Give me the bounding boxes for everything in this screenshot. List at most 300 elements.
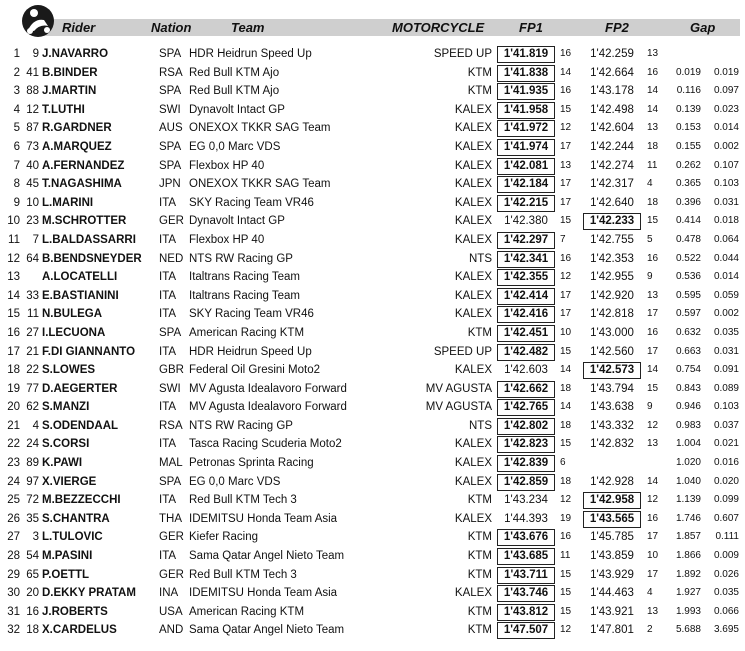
gap-to-first: 0.153 [675, 122, 701, 134]
fp2-laps: 13 [647, 605, 659, 617]
team-name: Dynavolt Intact GP [189, 215, 285, 228]
motorcycle-make: KALEX [454, 122, 492, 135]
fp1-laps: 14 [560, 364, 572, 376]
fp1-time: 1'42.802 [497, 418, 555, 435]
rider-name: X.CARDELUS [42, 624, 117, 637]
table-row [0, 119, 745, 138]
nation-code: USA [159, 605, 183, 618]
fp2-time: 1'42.560 [590, 345, 634, 358]
gap-to-first: 1.857 [675, 531, 701, 543]
gap-to-first: 0.522 [675, 252, 701, 264]
row-position: 15 [7, 308, 20, 321]
fp2-time: 1'42.920 [590, 289, 634, 302]
fp1-time: 1'42.603 [504, 364, 548, 377]
fp1-time: 1'42.184 [497, 176, 555, 193]
fp2-time: 1'42.259 [590, 48, 634, 60]
table-row [0, 621, 745, 640]
team-name: ONEXOX TKKR SAG Team [189, 122, 331, 135]
rider-number: 54 [26, 550, 39, 563]
table-row [0, 510, 745, 529]
motorcycle-make: KTM [467, 531, 492, 544]
fp1-laps: 11 [560, 550, 571, 562]
gap-to-first: 1.040 [675, 475, 701, 487]
fp2-time: 1'43.794 [590, 382, 634, 395]
header-nation: Nation [151, 20, 192, 35]
row-position: 13 [7, 271, 20, 284]
rider-number: 7 [32, 233, 39, 246]
team-name: EG 0,0 Marc VDS [189, 475, 281, 488]
gap-to-first: 0.262 [675, 159, 701, 171]
rider-name: F.DI GIANNANTO [42, 345, 136, 358]
fp2-time: 1'42.317 [590, 178, 634, 191]
row-position: 2 [13, 66, 20, 79]
fp1-laps: 12 [560, 624, 572, 636]
fp1-time: 1'42.859 [497, 474, 555, 491]
table-row [0, 343, 745, 362]
fp2-time: 1'42.274 [590, 159, 634, 172]
rider-number: 97 [26, 475, 39, 488]
rider-number: 40 [26, 159, 39, 172]
fp2-time: 1'42.353 [590, 252, 634, 265]
rider-number: 72 [26, 494, 39, 507]
rider-number: 18 [26, 624, 39, 637]
fp1-time: 1'43.676 [497, 529, 555, 546]
gap-to-previous: 0.103 [713, 178, 739, 190]
motorcycle-make: KALEX [454, 512, 492, 525]
row-position: 31 [7, 605, 20, 618]
row-position: 12 [7, 252, 20, 265]
table-row [0, 528, 745, 547]
row-position: 3 [13, 85, 20, 98]
table-row [0, 45, 745, 64]
rider-number: 64 [26, 252, 39, 265]
fp2-laps: 5 [647, 233, 653, 245]
gap-to-first [665, 45, 701, 64]
gap-to-first: 0.396 [675, 196, 701, 208]
fp1-laps: 16 [560, 48, 572, 59]
row-position: 24 [7, 475, 20, 488]
rider-number: 33 [26, 289, 39, 302]
rider-number: 4 [32, 419, 39, 432]
fp2-time [583, 454, 641, 473]
gap-to-first: 0.663 [675, 345, 701, 357]
motorcycle-make: KTM [467, 326, 492, 339]
nation-code: ITA [159, 345, 177, 358]
fp1-laps: 18 [560, 475, 572, 487]
rider-number: 12 [26, 103, 39, 116]
gap-to-first: 0.365 [675, 178, 701, 190]
fp2-time: 1'42.958 [583, 492, 641, 509]
motorcycle-make: KALEX [454, 457, 492, 470]
team-name: Petronas Sprinta Racing [189, 457, 314, 470]
team-name: NTS RW Racing GP [189, 419, 293, 432]
rider-number [22, 268, 39, 287]
row-position: 27 [7, 531, 20, 544]
gap-to-previous: 0.066 [713, 605, 739, 617]
row-position: 26 [7, 512, 20, 525]
rider-name: P.OETTL [42, 568, 90, 581]
fp2-laps: 13 [647, 48, 659, 59]
row-position: 17 [7, 345, 20, 358]
header-gap: Gap [690, 20, 716, 35]
gap-to-previous: 0.009 [713, 550, 739, 562]
header-team: Team [231, 20, 265, 35]
team-name: EG 0,0 Marc VDS [189, 140, 281, 153]
fp2-time: 1'42.573 [583, 362, 641, 379]
nation-code: SPA [159, 48, 182, 60]
row-position: 11 [8, 233, 20, 246]
gap-to-previous: 0.014 [713, 271, 739, 283]
fp1-time: 1'43.234 [504, 494, 548, 507]
row-position: 29 [7, 568, 20, 581]
rider-name: B.BINDER [42, 66, 98, 79]
gap-to-first: 0.536 [675, 271, 701, 283]
table-row [0, 268, 745, 287]
fp2-time: 1'42.755 [590, 233, 634, 246]
motorcycle-make: SPEED UP [433, 345, 492, 358]
fp1-laps: 14 [560, 401, 572, 413]
table-row [0, 584, 745, 603]
table-row [0, 361, 745, 380]
table-row [0, 566, 745, 585]
rider-number: 65 [26, 568, 39, 581]
fp1-time: 1'42.416 [497, 306, 555, 323]
rider-number: 16 [26, 605, 39, 618]
gap-to-previous: 0.607 [713, 512, 739, 524]
table-row [0, 212, 745, 231]
fp2-time: 1'43.332 [590, 419, 634, 432]
nation-code: GER [159, 568, 184, 581]
fp1-laps: 12 [560, 494, 572, 506]
gap-to-first: 0.843 [675, 382, 701, 394]
nation-code: AUS [159, 122, 183, 135]
fp1-time: 1'44.393 [504, 512, 548, 525]
rider-name: K.PAWI [42, 457, 83, 470]
fp2-laps: 18 [647, 196, 659, 208]
fp2-laps: 12 [647, 419, 659, 431]
header-rider: Rider [62, 20, 96, 35]
motorcycle-make: KTM [467, 624, 492, 637]
gap-to-first: 1.020 [675, 457, 701, 469]
fp2-laps: 4 [647, 178, 653, 190]
rider-number: 9 [32, 48, 39, 60]
rider-name: A.MARQUEZ [42, 140, 112, 153]
table-row [0, 175, 745, 194]
row-position: 4 [13, 103, 20, 116]
fp1-laps: 12 [560, 271, 572, 283]
rider-name: X.VIERGE [42, 475, 97, 488]
gap-to-first: 1.993 [675, 605, 701, 617]
fp2-time: 1'43.565 [583, 511, 641, 528]
fp1-time: 1'41.972 [497, 120, 555, 137]
team-name: Red Bull KTM Ajo [189, 85, 280, 98]
table-row [0, 231, 745, 250]
rider-name: J.ROBERTS [42, 605, 108, 618]
nation-code: THA [159, 512, 182, 525]
team-name: Sama Qatar Angel Nieto Team [189, 550, 345, 563]
nation-code: ITA [159, 289, 177, 302]
row-position: 5 [13, 122, 20, 135]
fp2-laps: 13 [647, 438, 659, 450]
rider-number: 62 [26, 401, 39, 414]
nation-code: ITA [159, 271, 177, 284]
fp2-time: 1'42.664 [590, 66, 634, 79]
fp2-laps: 9 [647, 271, 653, 283]
rider-name: A.LOCATELLI [42, 271, 118, 284]
rider-name: M.PASINI [42, 550, 93, 563]
motorcycle-make: KALEX [454, 196, 492, 209]
table-row [0, 250, 745, 269]
fp1-time: 1'41.838 [497, 65, 555, 82]
motorcycle-make: KTM [467, 605, 492, 618]
nation-code: AND [159, 624, 184, 637]
row-position: 9 [13, 196, 20, 209]
team-name: Red Bull KTM Tech 3 [189, 494, 297, 507]
nation-code: ITA [159, 438, 177, 451]
motorcycle-make: KALEX [454, 271, 492, 284]
fp1-laps: 17 [560, 196, 572, 208]
fp2-time: 1'43.638 [590, 401, 634, 414]
rider-name: J.NAVARRO [42, 48, 109, 60]
rider-number: 45 [26, 178, 39, 191]
fp2-laps: 13 [647, 289, 659, 301]
fp1-laps: 6 [560, 457, 566, 469]
rider-name: N.BULEGA [42, 308, 103, 321]
nation-code: GER [159, 531, 184, 544]
fp2-laps: 9 [647, 401, 653, 413]
fp1-laps: 17 [560, 289, 572, 301]
fp2-time: 1'43.178 [590, 85, 634, 98]
team-name: Red Bull KTM Tech 3 [189, 568, 297, 581]
table-row [0, 491, 745, 510]
fp2-time: 1'42.244 [590, 140, 634, 153]
fp2-laps: 14 [647, 85, 659, 97]
rider-number: 11 [27, 308, 39, 321]
table-row [0, 138, 745, 157]
fp2-laps: 17 [647, 308, 659, 320]
row-position: 30 [7, 587, 20, 600]
rider-name: S.MANZI [42, 401, 90, 414]
nation-code: GBR [159, 364, 184, 377]
rider-name: S.ODENDAAL [42, 419, 119, 432]
rider-number: 24 [26, 438, 39, 451]
gap-to-first: 0.983 [675, 419, 701, 431]
gap-to-first: 0.116 [676, 85, 701, 97]
rider-name: L.BALDASSARRI [42, 233, 136, 246]
fp1-time: 1'42.297 [497, 232, 555, 249]
fp2-laps: 14 [647, 103, 659, 115]
fp1-laps: 7 [560, 233, 566, 245]
rider-name: E.BASTIANINI [42, 289, 119, 302]
nation-code: RSA [159, 66, 183, 79]
team-name: SKY Racing Team VR46 [189, 196, 314, 209]
rider-number: 10 [26, 196, 39, 209]
gap-to-previous [703, 45, 739, 64]
team-name: American Racing KTM [189, 605, 305, 618]
nation-code: JPN [159, 178, 181, 191]
motorcycle-make: MV AGUSTA [425, 382, 492, 395]
fp1-time: 1'41.974 [497, 139, 555, 156]
team-name: Kiefer Racing [189, 531, 259, 544]
rider-number: 89 [26, 457, 39, 470]
fp1-time: 1'42.380 [504, 215, 548, 228]
gap-to-previous: 0.014 [713, 122, 739, 134]
fp1-laps: 15 [560, 605, 572, 617]
row-position: 21 [7, 419, 20, 432]
gap-to-first: 0.597 [675, 308, 701, 320]
nation-code: SPA [159, 140, 182, 153]
gap-to-previous: 0.035 [713, 587, 739, 599]
fp2-time: 1'42.233 [583, 213, 641, 230]
rider-name: B.BENDSNEYDER [42, 252, 142, 265]
fp2-time: 1'42.955 [590, 271, 634, 284]
motorcycle-make: KALEX [454, 289, 492, 302]
fp2-laps: 16 [647, 66, 659, 78]
gap-to-first: 0.595 [675, 289, 701, 301]
rider-name: J.MARTIN [42, 85, 97, 98]
rider-number: 27 [26, 326, 39, 339]
team-name: MV Agusta Idealavoro Forward [189, 401, 347, 414]
nation-code: MAL [159, 457, 183, 470]
fp2-laps: 13 [647, 122, 659, 134]
table-row [0, 82, 745, 101]
team-name: NTS RW Racing GP [189, 252, 293, 265]
fp2-laps: 17 [647, 345, 659, 357]
fp1-time: 1'42.823 [497, 436, 555, 453]
team-name: Sama Qatar Angel Nieto Team [189, 624, 345, 637]
nation-code: GER [159, 215, 184, 228]
fp1-time: 1'41.819 [497, 46, 555, 63]
row-position: 28 [7, 550, 20, 563]
motorcycle-make: KALEX [454, 215, 492, 228]
rider-name: I.LECUONA [42, 326, 106, 339]
rider-name: S.CHANTRA [42, 512, 110, 525]
rider-number: 73 [26, 140, 39, 153]
rider-number: 3 [32, 531, 39, 544]
rider-name: M.SCHROTTER [42, 215, 127, 228]
team-name: IDEMITSU Honda Team Asia [189, 512, 338, 525]
motorcycle-make: KALEX [454, 233, 492, 246]
fp1-time: 1'43.711 [497, 567, 555, 584]
fp2-laps: 16 [647, 512, 659, 524]
nation-code: ITA [159, 494, 177, 507]
fp2-laps: 2 [647, 624, 653, 636]
nation-code: RSA [159, 419, 183, 432]
nation-code: INA [159, 587, 179, 600]
fp2-laps: 15 [647, 382, 659, 394]
row-position: 18 [7, 364, 20, 377]
fp2-time: 1'43.921 [590, 605, 634, 618]
team-name: Italtrans Racing Team [189, 271, 301, 284]
fp2-laps: 16 [647, 326, 659, 338]
row-position: 16 [7, 326, 20, 339]
rider-number: 22 [26, 364, 39, 377]
gap-to-previous: 0.002 [713, 140, 739, 152]
fp2-laps: 17 [647, 568, 659, 580]
header-fp1: FP1 [519, 20, 543, 35]
table-row [0, 305, 745, 324]
gap-to-first: 0.139 [675, 103, 701, 115]
team-name: Dynavolt Intact GP [189, 103, 285, 116]
nation-code: ITA [159, 196, 177, 209]
fp1-time: 1'42.414 [497, 288, 555, 305]
fp1-laps: 15 [560, 587, 572, 599]
gap-to-first: 5.688 [675, 624, 701, 636]
gap-to-previous: 0.031 [713, 345, 739, 357]
team-name: IDEMITSU Honda Team Asia [189, 587, 338, 600]
motorcycle-make: KTM [467, 568, 492, 581]
rider-number: 20 [26, 587, 39, 600]
rider-name: A.FERNANDEZ [42, 159, 125, 172]
table-row [0, 417, 745, 436]
table-row [0, 547, 745, 566]
team-name: Flexbox HP 40 [189, 159, 265, 172]
gap-to-previous: 3.695 [713, 624, 739, 636]
fp1-laps: 16 [560, 85, 572, 97]
header-motorcycle: MOTORCYCLE [392, 20, 485, 35]
header-bar [40, 19, 740, 36]
fp1-time: 1'43.685 [497, 548, 555, 565]
team-name: ONEXOX TKKR SAG Team [189, 178, 331, 191]
team-name: SKY Racing Team VR46 [189, 308, 314, 321]
fp2-time: 1'42.498 [590, 103, 634, 116]
rider-number: 87 [26, 122, 39, 135]
row-position: 19 [7, 382, 20, 395]
motorcycle-make: KALEX [454, 308, 492, 321]
gap-to-previous: 0.016 [713, 457, 739, 469]
nation-code: SPA [159, 159, 182, 172]
team-name: Federal Oil Gresini Moto2 [189, 364, 321, 377]
gap-to-first: 0.019 [675, 66, 701, 78]
gap-to-previous: 0.097 [713, 85, 739, 97]
gap-to-previous: 0.037 [713, 419, 739, 431]
gap-to-previous: 0.019 [713, 66, 739, 78]
rider-name: L.TULOVIC [42, 531, 103, 544]
gap-to-previous: 0.044 [713, 252, 739, 264]
table-row [0, 324, 745, 343]
fp1-time: 1'42.451 [497, 325, 555, 342]
fp2-time: 1'43.000 [590, 326, 634, 339]
rider-name: R.GARDNER [42, 122, 112, 135]
fp2-time: 1'42.818 [590, 308, 634, 321]
table-row [0, 287, 745, 306]
rider-name: T.NAGASHIMA [42, 178, 122, 191]
rider-name: S.CORSI [42, 438, 90, 451]
nation-code: ITA [159, 401, 177, 414]
table-row [0, 473, 745, 492]
rider-number: 23 [26, 215, 39, 228]
motorcycle-make: KALEX [454, 438, 492, 451]
gap-to-first: 0.478 [675, 233, 701, 245]
table-row [0, 194, 745, 213]
rider-number: 88 [26, 85, 39, 98]
gap-to-previous: 0.064 [713, 233, 739, 245]
motorcycle-make: KTM [467, 85, 492, 98]
fp2-laps: 4 [647, 587, 653, 599]
rider-name: D.EKKY PRATAM [42, 587, 136, 600]
row-position: 32 [7, 624, 20, 637]
gap-to-first: 1.746 [675, 512, 701, 524]
fp1-time: 1'43.746 [497, 585, 555, 602]
motorcycle-make: SPEED UP [433, 48, 492, 60]
fp1-laps: 10 [560, 326, 572, 338]
row-position: 10 [7, 215, 20, 228]
fp1-time: 1'43.812 [497, 604, 555, 621]
fp2-laps: 18 [647, 140, 659, 152]
team-name: Italtrans Racing Team [189, 289, 301, 302]
fp1-laps: 18 [560, 382, 572, 394]
table-row [0, 157, 745, 176]
